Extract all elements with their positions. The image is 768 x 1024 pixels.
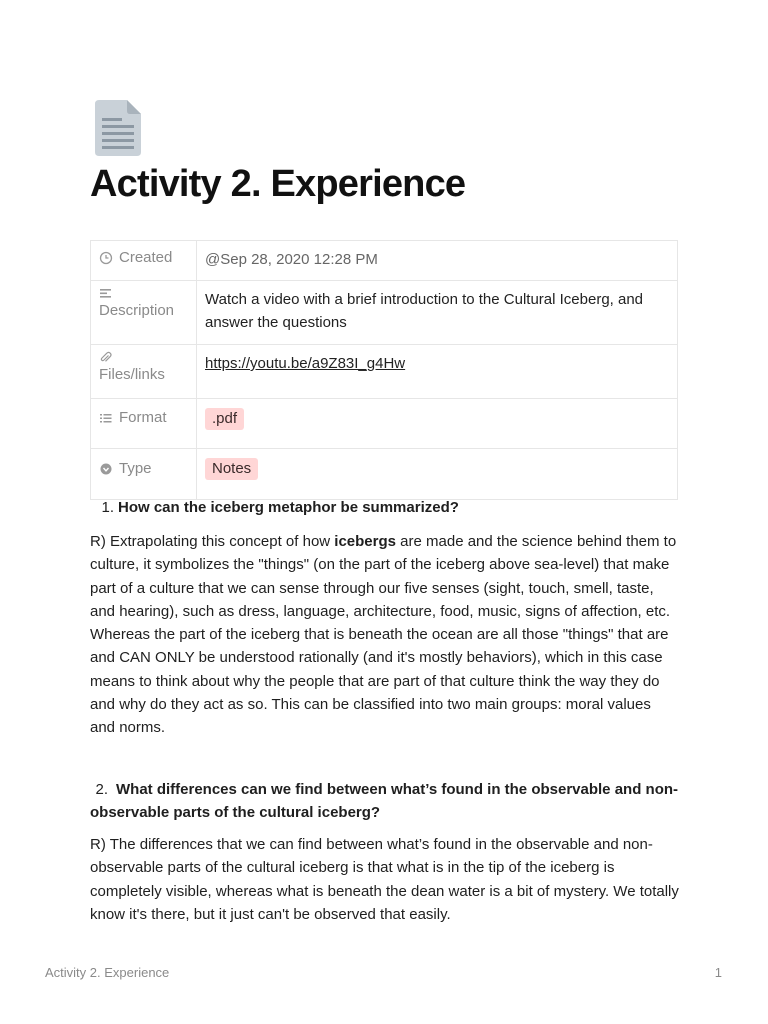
page-number: 1 [714,965,722,980]
property-row-created [91,241,678,281]
question-2 [90,778,680,825]
page-title: Activity 2. Experience [90,163,466,205]
list-icon [99,411,113,425]
property-label: Description [99,302,175,319]
document-icon [95,100,141,156]
property-label: Created [119,249,173,266]
question-1 [90,496,459,519]
property-row-type [91,449,678,500]
answer-2: R) The differences that we can find between what’s found in the observable and non-observable parts of the cultural iceberg is that what is in the tip of the iceberg is completely visible, whereas what is beneath the dean water is a bit of mystery. We totally know it's there, but it just can't be observed that easily. [90,836,679,923]
video-link[interactable]: https://youtu.be/a9Z83I_g4Hw [205,355,406,372]
type-tag: Notes [205,458,258,480]
list-number: 2. [95,781,108,798]
created-value: @Sep 28, 2020 12:28 PM [197,241,678,281]
property-label: Format [119,409,167,426]
list-number: 1. [101,499,114,516]
property-row-format [91,399,678,449]
answer-bold-text: icebergs [334,533,396,550]
format-tag: .pdf [205,408,244,430]
property-label: Files/links [99,366,165,383]
properties-table [90,240,678,500]
property-row-description [91,281,678,345]
description-value: Watch a video with a brief introduction to the Cultural Iceberg, and answer the questions [197,281,678,345]
answer-1 [90,530,680,740]
property-label: Type [119,460,152,477]
footer-title: Activity 2. Experience [45,965,170,980]
question-text: How can the iceberg metaphor be summarized? [118,499,459,516]
text-lines-icon [99,287,113,301]
property-row-files [91,345,678,399]
clock-icon [99,251,113,265]
answer-text: are made and the science behind them to culture, it symbolizes the "things" (on the part of the iceberg above sea-level) that make part of a culture that we can sense through our five senses (sight, touch, smell, taste, and hearing), such as dress, language, architecture, food, music, signs of affection, etc. Whereas the part of the iceberg that is beneath the ocean are all those "things" that are and CAN ONLY be understood rationally (and it's mostly behaviors), which in this case means to think about why the people that are part of that culture think the way they do and why do they act as so. This can be classified into two main groups: moral values and norms. [90,533,677,737]
question-text: What differences can we find between what’s found in the observable and non-observable parts of the cultural iceberg? [90,781,679,822]
answer-text: R) Extrapolating this concept of how [90,533,335,550]
paperclip-icon [99,351,113,365]
select-icon [99,462,113,476]
